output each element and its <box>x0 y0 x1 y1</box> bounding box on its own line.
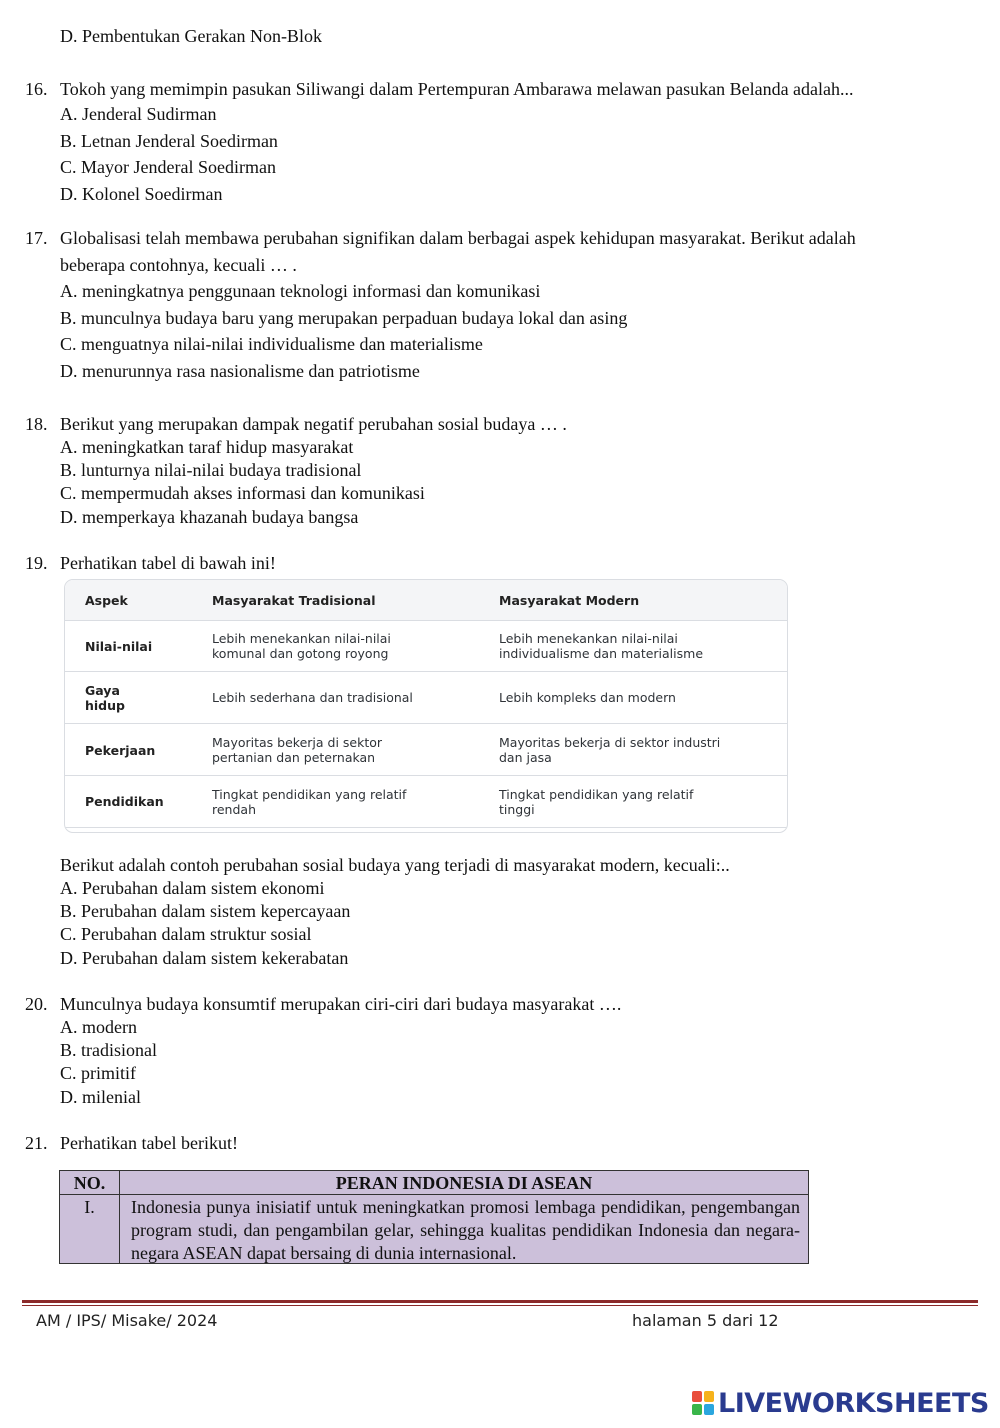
row-aspect: Pendidikan <box>85 794 164 809</box>
q19-intro: Perhatikan tabel di bawah ini! <box>60 553 276 573</box>
row-trad-line2: komunal dan gotong royong <box>212 646 389 661</box>
row-trad-line2: rendah <box>212 802 256 817</box>
q16-number: 16. <box>25 79 48 99</box>
q18-option-b: B. lunturnya nilai-nilai budaya tradisional <box>60 460 362 480</box>
footer-rule-thin <box>22 1305 978 1306</box>
header-tradisional: Masyarakat Tradisional <box>212 593 376 608</box>
row-mod-line1: Lebih menekankan nilai-nilai <box>499 631 678 646</box>
header-divider <box>60 1194 808 1195</box>
row-mod-line2: individualisme dan materialisme <box>499 646 704 661</box>
q16-question: Tokoh yang memimpin pasukan Siliwangi dalam Pertempuran Ambarawa melawan pasukan Belanda adalah... <box>60 79 854 99</box>
row-trad-line1: Mayoritas bekerja di sektor <box>212 735 383 750</box>
q17-number: 17. <box>25 228 48 248</box>
footer-page-number: halaman 5 dari 12 <box>632 1311 779 1330</box>
header-modern: Masyarakat Modern <box>499 593 640 608</box>
liveworksheets-brand[interactable] <box>692 1388 989 1418</box>
row-divider <box>65 671 787 672</box>
logo-square-green <box>692 1404 702 1415</box>
q16-option-c: C. Mayor Jenderal Soedirman <box>60 157 276 177</box>
q20-question: Munculnya budaya konsumtif merupakan ciri-ciri dari budaya masyarakat …. <box>60 994 622 1014</box>
header-title: PERAN INDONESIA DI ASEAN <box>335 1173 593 1193</box>
row-aspect: Nilai-nilai <box>85 639 153 654</box>
liveworksheets-logo-icon <box>692 1391 714 1415</box>
q20-number: 20. <box>25 994 48 1014</box>
row-trad-line2: pertanian dan peternakan <box>212 750 376 765</box>
q17-option-c: C. menguatnya nilai-nilai individualisme dan materialisme <box>60 334 483 354</box>
row-aspect: Pekerjaan <box>85 743 156 758</box>
q20-option-b: B. tradisional <box>60 1040 157 1060</box>
logo-square-yellow <box>704 1391 714 1402</box>
q21-intro: Perhatikan tabel berikut! <box>60 1133 238 1153</box>
q19-option-d: D. Perubahan dalam sistem kekerabatan <box>60 948 349 968</box>
row-aspect-line1: Gaya <box>85 683 120 698</box>
q17-option-b: B. munculnya budaya baru yang merupakan perpaduan budaya lokal dan asing <box>60 308 628 328</box>
asean-role-table <box>59 1170 809 1264</box>
row-trad-line1: Lebih menekankan nilai-nilai <box>212 631 391 646</box>
q17-option-d: D. menurunnya rasa nasionalisme dan patriotisme <box>60 361 420 381</box>
header-no: NO. <box>73 1173 106 1193</box>
logo-square-red <box>692 1391 702 1402</box>
row-divider <box>65 827 787 828</box>
q16-option-d: D. Kolonel Soedirman <box>60 184 223 204</box>
q18-question: Berikut yang merupakan dampak negatif perubahan sosial budaya … . <box>60 414 567 434</box>
row-mod-line2: dan jasa <box>499 750 552 765</box>
q20-option-a: A. modern <box>60 1017 137 1037</box>
footer-rule <box>22 1300 978 1303</box>
row-text: Indonesia punya inisiatif untuk meningkatkan promosi lembaga pendidikan, pengembangan program studi, dan pengambilan gelar, sehingga kualitas pendidikan Indonesia dan negara-negara ASEAN dapat bersaing di dunia internasional. <box>131 1197 800 1263</box>
q19-option-c: C. Perubahan dalam struktur sosial <box>60 924 312 944</box>
q19-number: 19. <box>25 553 48 573</box>
row-aspect-line2: hidup <box>85 698 125 713</box>
q19-option-b: B. Perubahan dalam sistem kepercayaan <box>60 901 351 921</box>
q18-option-a: A. meningkatkan taraf hidup masyarakat <box>60 437 354 457</box>
q20-option-d: D. milenial <box>60 1087 141 1107</box>
q19-option-a: A. Perubahan dalam sistem ekonomi <box>60 878 325 898</box>
comparison-table <box>64 579 788 833</box>
row-mod-line1: Mayoritas bekerja di sektor industri <box>499 735 721 750</box>
row-trad-line1: Tingkat pendidikan yang relatif <box>212 787 407 802</box>
brand-name: LIVEWORKSHEETS <box>718 1387 989 1419</box>
q17-option-a: A. meningkatnya penggunaan teknologi informasi dan komunikasi <box>60 281 541 301</box>
q18-option-c: C. mempermudah akses informasi dan komunikasi <box>60 483 425 503</box>
q15-option-d: D. Pembentukan Gerakan Non-Blok <box>60 26 322 46</box>
q21-number: 21. <box>25 1133 48 1153</box>
row-mod-line1: Tingkat pendidikan yang relatif <box>499 787 694 802</box>
footer-left: AM / IPS/ Misake/ 2024 <box>36 1311 218 1330</box>
q18-number: 18. <box>25 414 48 434</box>
logo-square-blue <box>704 1404 714 1415</box>
row-number: I. <box>84 1197 95 1217</box>
row-trad-line1: Lebih sederhana dan tradisional <box>212 690 413 705</box>
row-divider <box>65 723 787 724</box>
header-aspek: Aspek <box>85 593 128 608</box>
q17-question-line2: beberapa contohnya, kecuali … . <box>60 255 297 275</box>
q17-question-line1: Globalisasi telah membawa perubahan signifikan dalam berbagai aspek kehidupan masyarakat. Berikut adalah <box>60 228 856 248</box>
q16-option-a: A. Jenderal Sudirman <box>60 104 217 124</box>
q19-question: Berikut adalah contoh perubahan sosial budaya yang terjadi di masyarakat modern, kecuali:.. <box>60 855 730 875</box>
table-header-row <box>65 580 787 621</box>
row-mod-line2: tinggi <box>499 802 535 817</box>
q16-option-b: B. Letnan Jenderal Soedirman <box>60 131 278 151</box>
q18-option-d: D. memperkaya khazanah budaya bangsa <box>60 507 359 527</box>
row-mod-line1: Lebih kompleks dan modern <box>499 690 676 705</box>
q20-option-c: C. primitif <box>60 1063 136 1083</box>
row-divider <box>65 775 787 776</box>
